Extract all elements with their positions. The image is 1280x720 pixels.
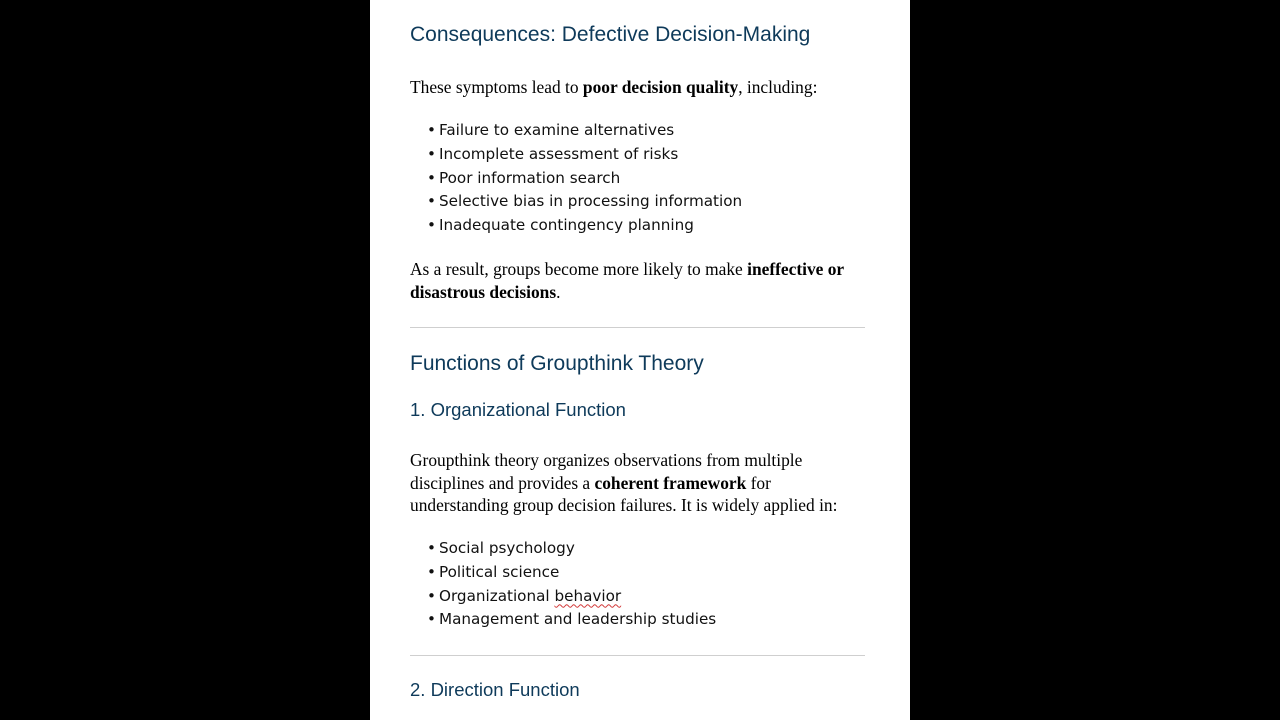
intro-text-bold: poor decision quality: [582, 77, 739, 97]
section-divider: [410, 655, 865, 656]
list-item: [427, 561, 716, 585]
result-text-bold-2: disastrous decisions: [410, 281, 557, 302]
org-text-line2-after: for: [746, 472, 771, 493]
document-page: [370, 0, 910, 720]
bullet-glyph: •: [427, 144, 436, 163]
heading-direction-function: 2. Direction Function: [410, 679, 580, 700]
paragraph-consequences-result: [410, 258, 865, 303]
bullet-glyph: •: [427, 121, 436, 139]
result-text-before: As a result, groups become more likely to make: [410, 259, 748, 279]
result-text-bold-1: ineffective or: [747, 259, 845, 279]
list-item-text: Management and leadership studies: [439, 610, 717, 629]
heading-consequences: Consequences: Defective Decision-Making: [410, 23, 811, 46]
consequences-list: [427, 119, 742, 238]
list-item: [427, 167, 742, 191]
bullet-glyph: •: [427, 192, 436, 211]
bullet-glyph: •: [427, 586, 436, 605]
org-text-line2-before: disciplines and provides a: [410, 472, 595, 493]
intro-text-before: These symptoms lead to: [410, 77, 583, 97]
list-item-text: Inadequate contingency planning: [439, 216, 694, 235]
list-item: [427, 119, 742, 143]
list-item-text: Poor information search: [439, 168, 621, 187]
list-item: [427, 608, 716, 632]
list-item-text: Selective bias in processing information: [439, 192, 743, 211]
heading-functions: Functions of Groupthink Theory: [410, 352, 704, 375]
bullet-glyph: •: [427, 562, 436, 581]
list-item-text: Failure to examine alternatives: [439, 121, 675, 139]
organizational-list: [427, 537, 716, 632]
paragraph-consequences-intro: [410, 76, 865, 99]
org-text-line3: understanding group decision failures. It is widely applied in:: [410, 495, 838, 515]
bullet-glyph: •: [427, 168, 436, 187]
list-item-text: Organizational: [439, 586, 555, 605]
heading-organizational-function: 1. Organizational Function: [410, 399, 626, 420]
list-item: [427, 190, 742, 214]
list-item: [427, 585, 716, 609]
list-item-text: Incomplete assessment of risks: [439, 144, 679, 163]
result-text-after: .: [556, 281, 561, 302]
section-divider: [410, 327, 865, 328]
list-item: [427, 214, 742, 238]
bullet-glyph: •: [427, 539, 436, 557]
org-text-line1: Groupthink theory organizes observations from multiple: [410, 450, 803, 470]
bullet-glyph: •: [427, 216, 436, 235]
list-item: [427, 537, 716, 561]
list-item-text: Political science: [439, 562, 560, 581]
list-item: [427, 143, 742, 167]
list-item-text: Social psychology: [439, 539, 575, 557]
spellcheck-flagged-word[interactable]: behavior: [554, 586, 622, 605]
org-text-line2-bold: coherent framework: [594, 472, 747, 493]
paragraph-organizational: [410, 449, 865, 517]
bullet-glyph: •: [427, 610, 436, 629]
intro-text-after: , including:: [738, 77, 818, 97]
